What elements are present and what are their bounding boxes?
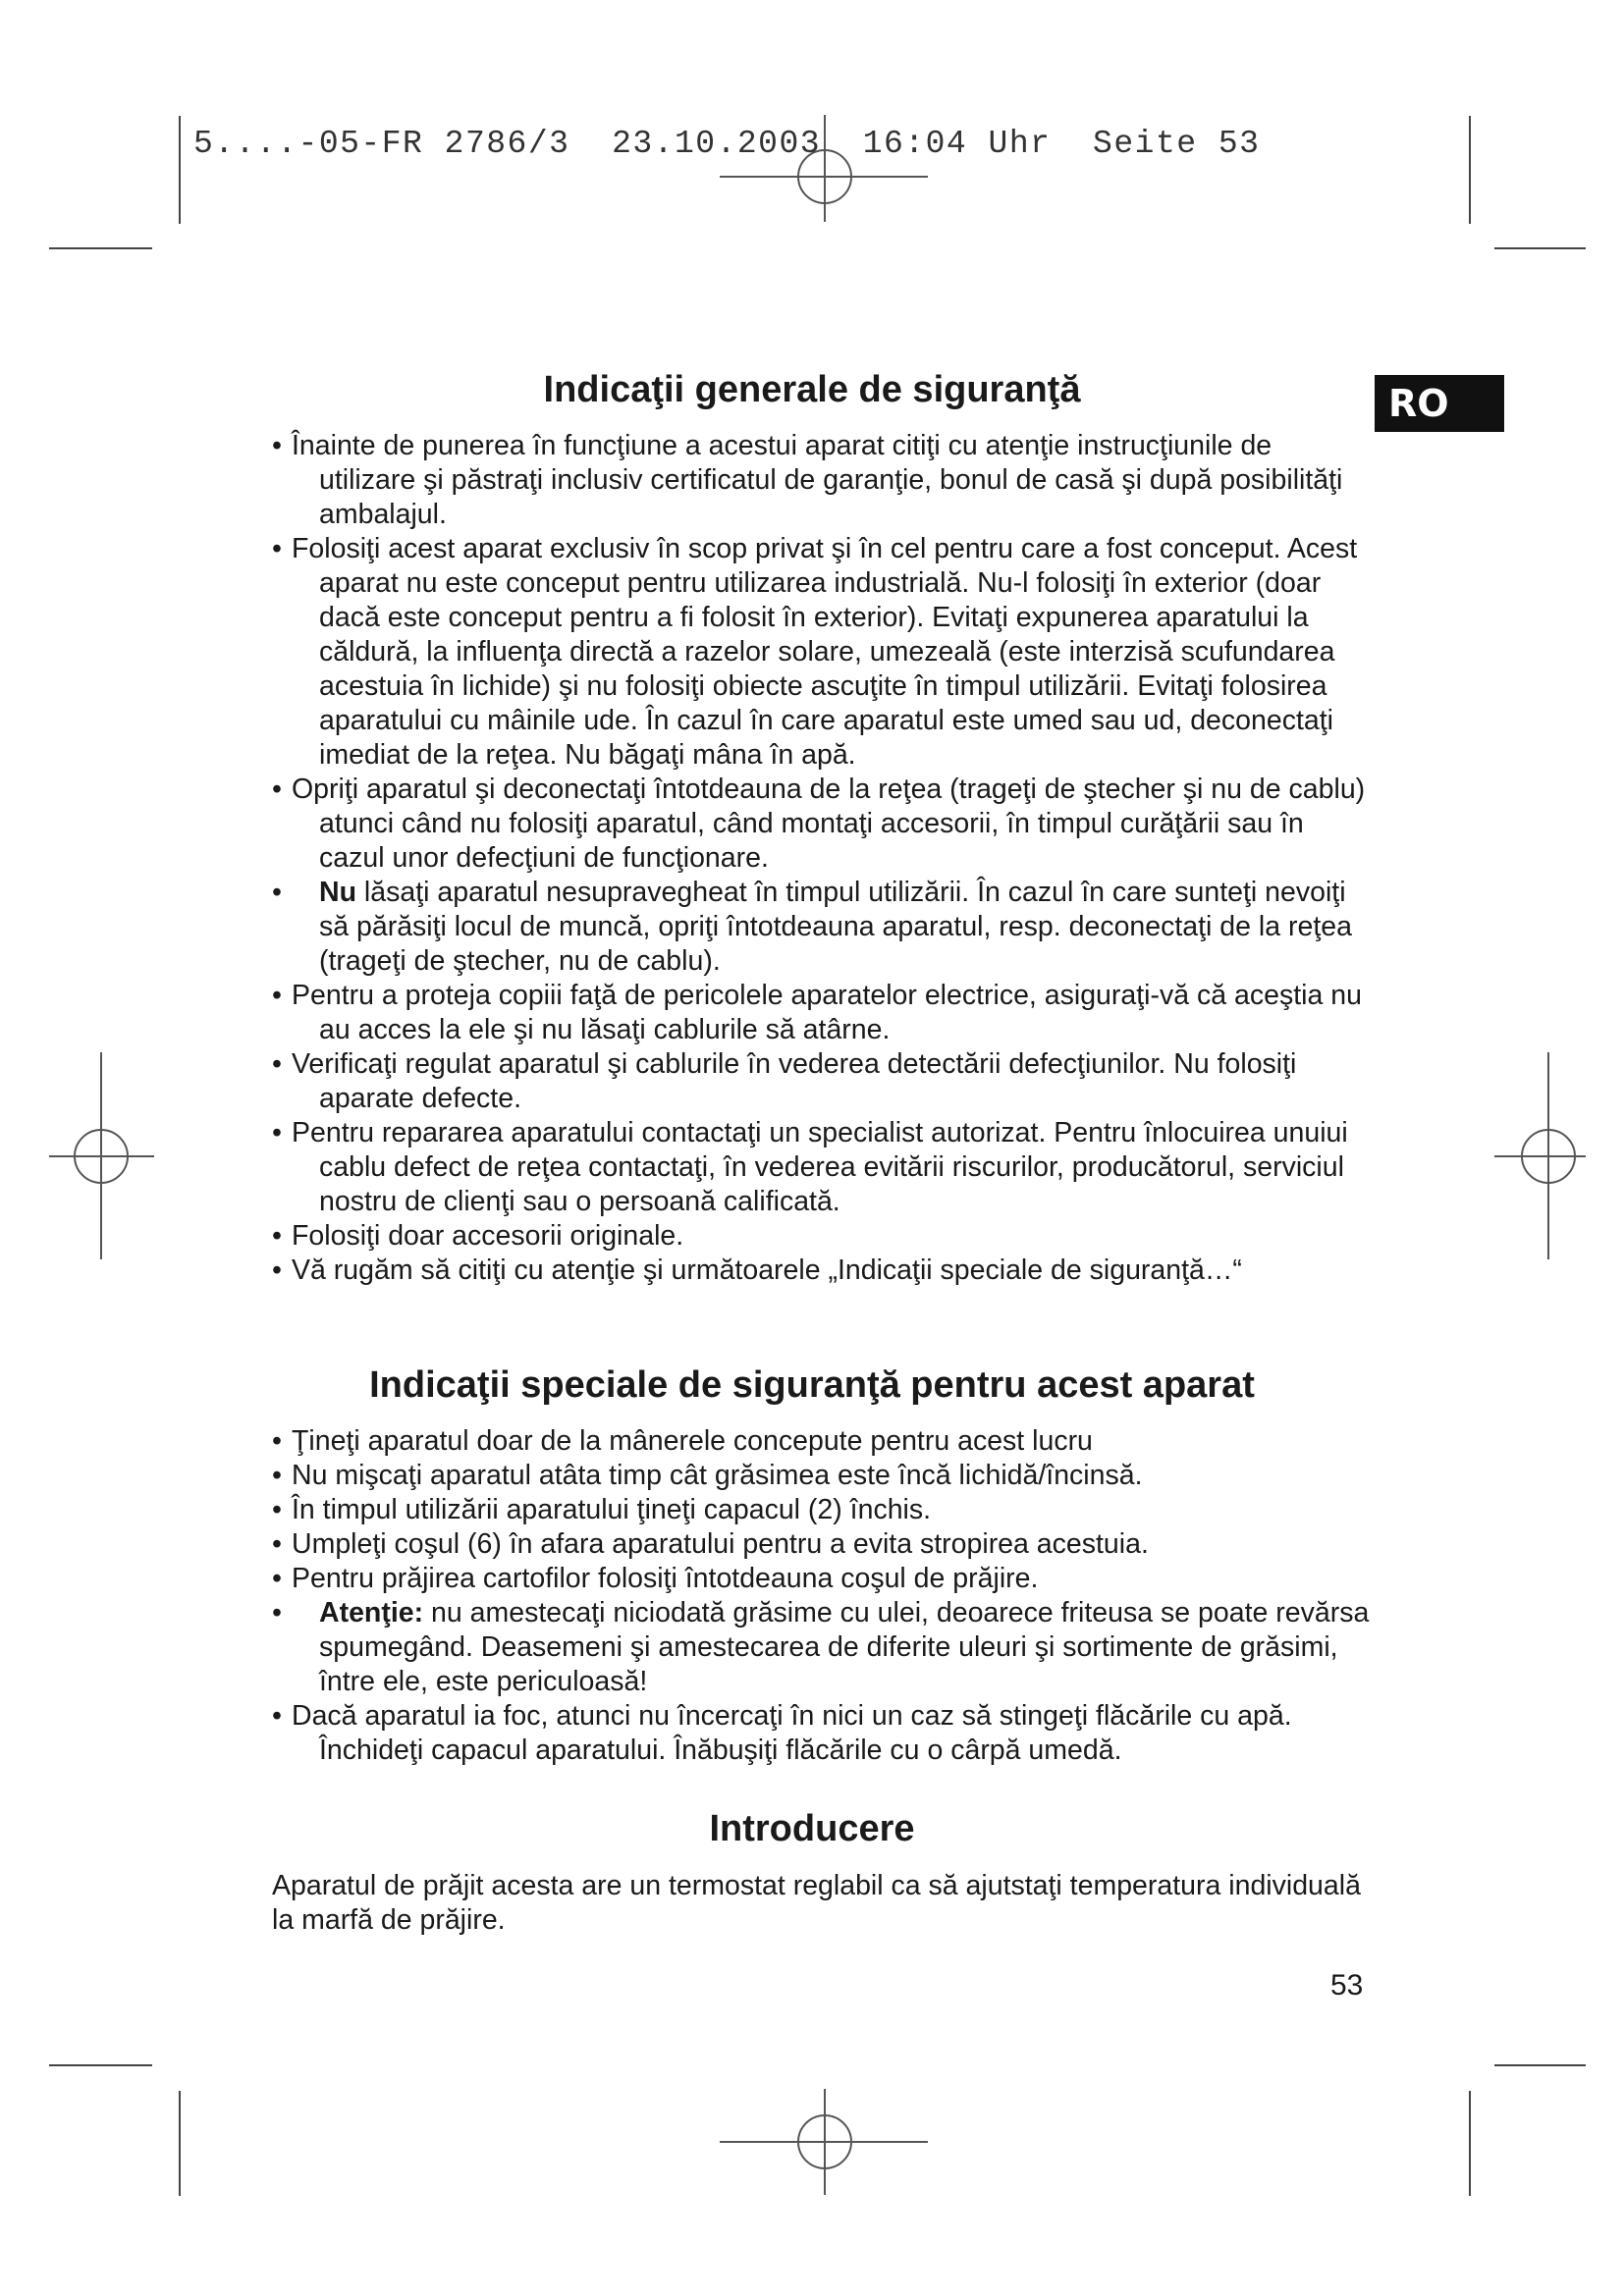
general-safety-heading: Indicaţii generale de siguranţă [543, 369, 1081, 410]
list-item: • Folosiţi doar accesorii originale. [272, 1220, 684, 1252]
special-safety-list [272, 1424, 1372, 1768]
list-item: • Ţineţi aparatul doar de la mânerele concepute pentru acest lucru [272, 1425, 1093, 1457]
list-item: • Verificaţi regulat aparatul şi cablurile în vederea detectării defecţiunilor. Nu folosiţi aparate defecte. [272, 1048, 1297, 1114]
introduction-paragraph: Aparatul de prăjit acesta are un termostat reglabil ca să ajutstaţi temperatura individuală la marfă de prăjire. [272, 1870, 1361, 1936]
page-number: 53 [1330, 1969, 1364, 2002]
list-item: • Nu lăsaţi aparatul nesupravegheat în timpul utilizării. În cazul în care sunteţi nevoiţi să părăsiţi locul de muncă, opriţi întotdeauna aparatul, resp. deconectaţi de la reţea (trageţi de ştecher, nu de cablu). [272, 877, 1352, 977]
list-item: • Umpleţi coşul (6) în afara aparatului pentru a evita stropirea acestuia. [272, 1528, 1149, 1560]
special-safety-heading: Indicaţii speciale de siguranţă pentru acest aparat [369, 1364, 1255, 1406]
list-item: • Folosiţi acest aparat exclusiv în scop privat şi în cel pentru care a fost conceput. Acest aparat nu este conceput pentru utilizarea industrială. Nu-l folosiţi în exterior (doar dacă este conceput pentru a fi folosit în exterior). Evitaţi expunerea aparatului la căldură, la influenţa directă a razelor solare, umezeală (este interzisă scufundarea acestuia în lichide) şi nu folosiţi obiecte ascuţite în timpul utilizării. Evitaţi folosirea aparatului cu mâinile ude. În cazul în care aparatul este umed sau ud, deconectaţi imediat de la reţea. Nu băgaţi mâna în apă. [272, 533, 1358, 771]
list-item: • Vă rugăm să citiţi cu atenţie şi următoarele „Indicaţii speciale de siguranţă…“ [272, 1255, 1242, 1286]
list-item: • Nu mişcaţi aparatul atâta timp cât grăsimea este încă lichidă/încinsă. [272, 1460, 1143, 1491]
list-item: • În timpul utilizării aparatului ţineţi capacul (2) închis. [272, 1494, 932, 1525]
list-item: • Atenţie: nu amestecaţi niciodată grăsime cu ulei, deoarece friteusa se poate revărsa spumegând. Deasemeni şi amestecarea de diferite uleuri şi sortimente de grăsimi, între ele, este periculoasă! [272, 1597, 1370, 1697]
language-tab: RO [1375, 375, 1504, 432]
print-slug-header: 5....-05-FR 2786/3 23.10.2003 16:04 Uhr Seite 53 [193, 126, 1261, 162]
list-item: • Pentru prăjirea cartofilor folosiţi întotdeauna coşul de prăjire. [272, 1563, 1039, 1594]
list-item: • Dacă aparatul ia foc, atunci nu încercaţi în nici un caz să stingeţi flăcările cu apă. Închideţi capacul aparatului. Înăbuşiţi flăcările cu o cârpă umedă. [272, 1700, 1292, 1766]
list-item: • Pentru a proteja copiii faţă de pericolele aparatelor electrice, asiguraţi-vă că aceştia nu au acces la ele şi nu lăsaţi cablurile să atârne. [272, 980, 1362, 1045]
list-item: • Opriţi aparatul şi deconectaţi întotdeauna de la reţea (trageţi de ştecher şi nu de cablu) atunci când nu folosiţi aparatul, când montaţi accesorii, în timpul curăţării sau în cazul unor defecţiuni de funcţionare. [272, 774, 1366, 874]
list-item: • Înainte de punerea în funcţiune a acestui aparat citiţi cu atenţie instrucţiunile de utilizare şi păstraţi inclusiv certificatul de garanţie, bonul de casă şi după posibilităţi ambalajul. [272, 430, 1343, 530]
general-safety-list [272, 429, 1372, 1288]
introduction-heading: Introducere [709, 1808, 915, 1849]
list-item: • Pentru repararea aparatului contactaţi un specialist autorizat. Pentru înlocuirea unuiui cablu defect de reţea contactaţi, în vederea evitării riscurilor, producătorul, serviciul nostru de clienţi sau o persoană calificată. [272, 1117, 1348, 1217]
